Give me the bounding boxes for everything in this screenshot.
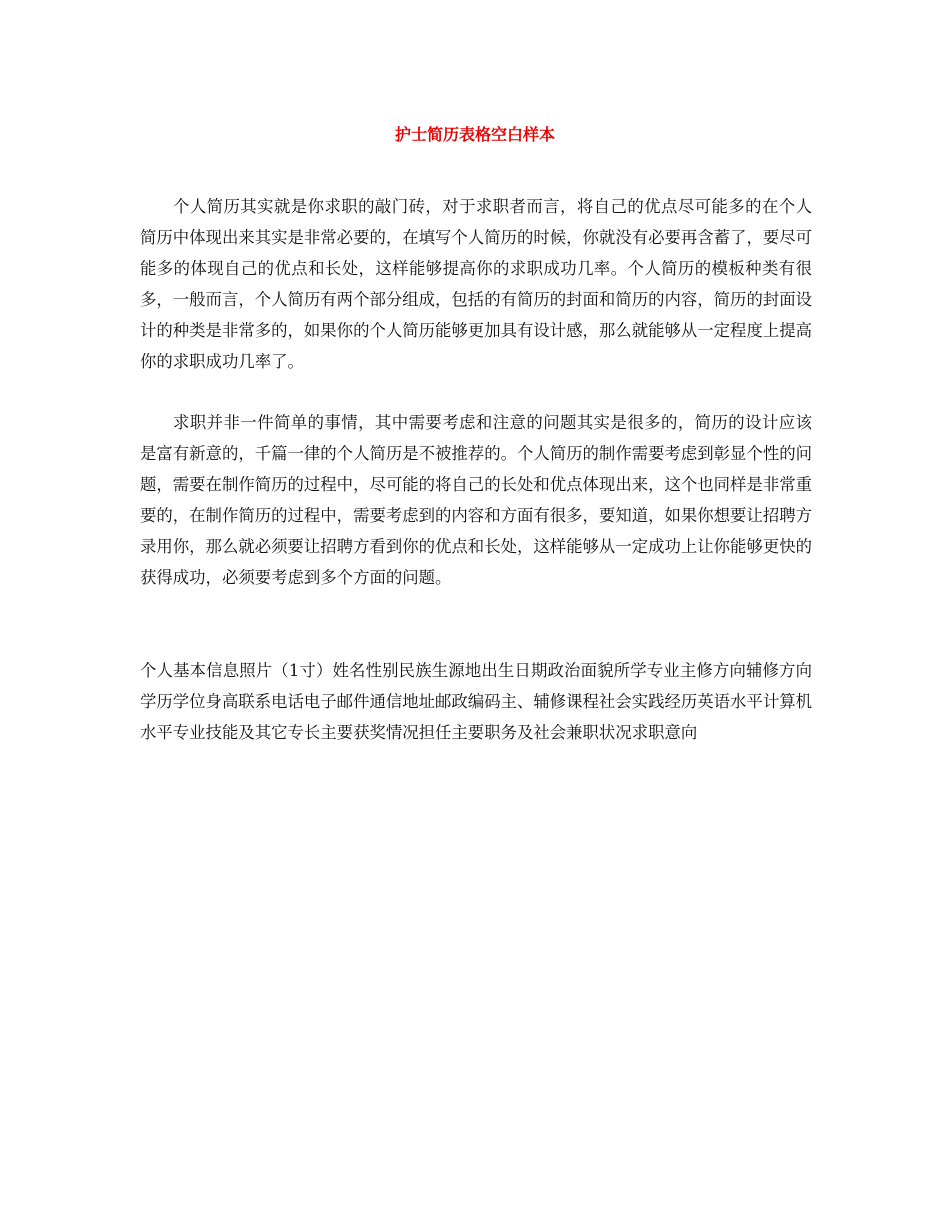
paragraph-resume-fields: 个人基本信息照片（1寸）姓名性别民族生源地出生日期政治面貌所学专业主修方向辅修方向学历学位身高联系电话电子邮件通信地址邮政编码主、辅修课程社会实践经历英语水平计算机水平专业技能及其它专长主要获奖情况担任主要职务及社会兼职状况求职意向 [140, 661, 813, 742]
paragraph-resume-design: 求职并非一件简单的事情，其中需要考虑和注意的问题其实是很多的，简历的设计应该是富有新意的，千篇一律的个人简历是不被推荐的。个人简历的制作需要考虑到彰显个性的问题，需要在制作简历的过程中，尽可能的将自己的长处和优点体现出来，这个也同样是非常重要的，在制作简历的过程中，需要考虑到的内容和方面有很多，要知道，如果你想要让招聘方录用你，那么就必须要让招聘方看到你的优点和长处，这样能够从一定成功上让你能够更快的获得成功，必须要考虑到多个方面的问题。 [140, 413, 813, 587]
document-title: 护士简历表格空白样本 [394, 125, 555, 144]
paragraph-resume-importance: 个人简历其实就是你求职的敲门砖，对于求职者而言，将自己的优点尽可能多的在个人简历中体现出来其实是非常必要的，在填写个人简历的时候，你就没有必要再含蓄了，要尽可能多的体现自己的优点和长处，这样能够提高你的求职成功几率。个人简历的模板种类有很多，一般而言，个人简历有两个部分组成，包括的有简历的封面和简历的内容，简历的封面设计的种类是非常多的，如果你的个人简历能够更加具有设计感，那么就能够从一定程度上提高你的求职成功几率了。 [140, 197, 813, 371]
